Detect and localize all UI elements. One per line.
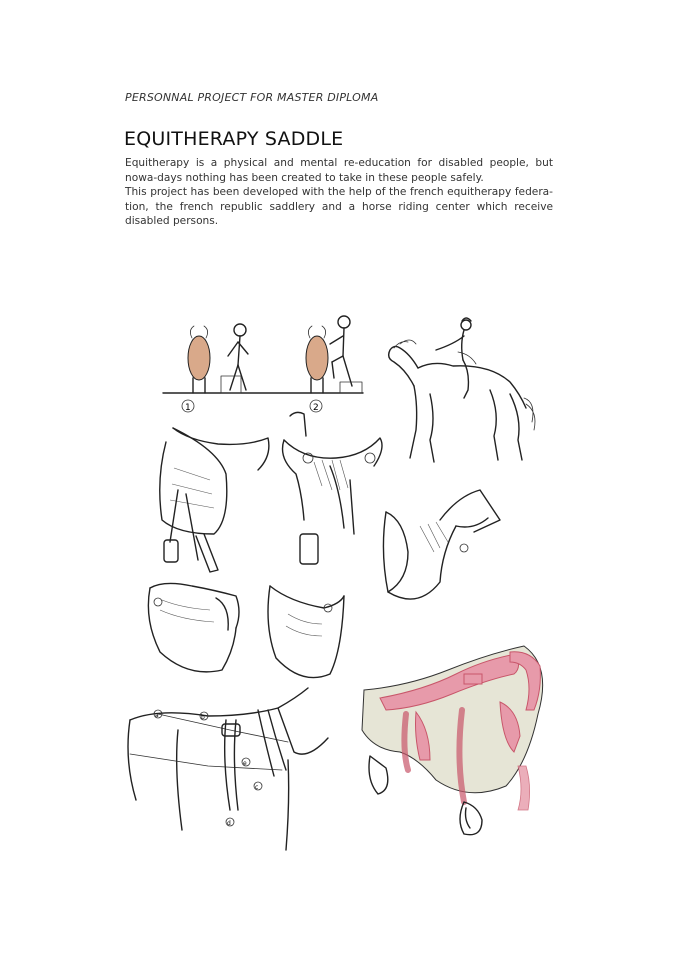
horse-rider-sketch — [389, 318, 535, 462]
person-figure-2 — [330, 316, 362, 393]
step-2-label: 2 — [313, 403, 319, 413]
horse-rear-view-1 — [188, 326, 210, 393]
colored-equitherapy-saddle — [362, 646, 543, 835]
harness-horse-sketch — [128, 688, 328, 850]
project-kicker: PERSONNAL PROJECT FOR MASTER DIPLOMA — [125, 91, 379, 104]
english-saddle-sketch — [160, 428, 269, 572]
horse-rear-view-2 — [306, 326, 328, 393]
mounting-steps-sketch — [163, 316, 363, 413]
person-figure-1 — [221, 324, 248, 393]
intro-paragraph-2: This project has been developed with the help of the french equitherapy federa-tion, the french republic saddlery and a horse riding center which receive disabled persons. — [125, 186, 553, 227]
strap-label-d: d — [227, 820, 231, 827]
step-1-label: 1 — [185, 403, 191, 413]
strap-label-a: a — [155, 712, 159, 719]
strap-label-b: b — [201, 714, 205, 721]
strap-label-e: e — [243, 760, 247, 767]
sketch-collage — [118, 290, 558, 880]
page-title: EQUITHERAPY SADDLE — [124, 128, 344, 150]
intro-paragraph-1: Equitherapy is a physical and mental re-education for disabled people, but nowa-days nothing has been created to take in these people safely. — [125, 157, 553, 184]
saddle-side-sketch-2 — [268, 586, 344, 678]
western-saddle-sketch — [283, 412, 383, 564]
strap-label-c: c — [255, 784, 259, 791]
high-back-saddle-sketch — [383, 490, 500, 599]
saddle-side-sketch-1 — [148, 583, 239, 671]
intro-text — [125, 156, 553, 229]
